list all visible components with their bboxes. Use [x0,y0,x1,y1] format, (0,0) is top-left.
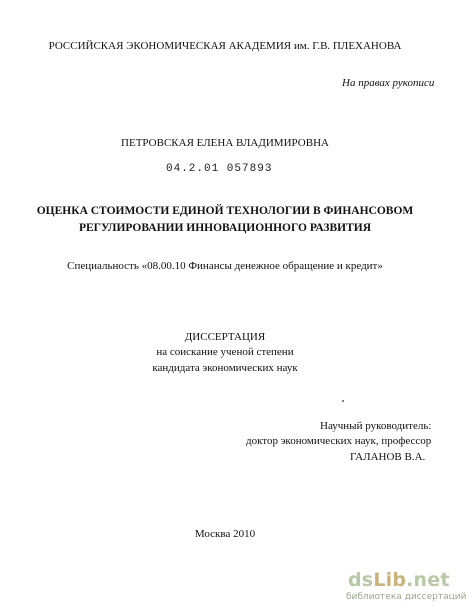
dissertation-title-line-1: ОЦЕНКА СТОИМОСТИ ЕДИНОЙ ТЕХНОЛОГИИ В ФИНАНСОВОМ [36,205,414,217]
degree-name: кандидата экономических наук [152,362,298,374]
logo-part-ds: ds [348,569,374,591]
advisor-degree: доктор экономических наук, профессор [246,435,432,447]
dissertation-heading: ДИССЕРТАЦИЯ [184,331,266,343]
logo-part-net: .net [406,569,450,591]
dissertation-title-line-2: РЕГУЛИРОВАНИИ ИННОВАЦИОННОГО РАЗВИТИЯ [78,222,372,234]
city-year: Москва 2010 [194,528,256,540]
degree-purpose: на соискание ученой степени [156,346,294,358]
advisor-name: ГАЛАНОВ В.А. [350,451,426,463]
dslib-watermark[interactable] [346,568,466,614]
dslib-logo [348,568,450,592]
rights-note: На правах рукописи [342,77,435,89]
logo-part-lib: Lib [373,569,407,591]
author-name: ПЕТРОВСКАЯ ЕЛЕНА ВЛАДИМИРОВНА [121,137,329,149]
academy-name: РОССИЙСКАЯ ЭКОНОМИЧЕСКАЯ АКАДЕМИЯ им. Г.В. ПЛЕХАНОВА [48,40,402,52]
registration-stamp: 04.2.01 057893 [166,163,273,175]
scan-speck [342,400,344,402]
specialty: Специальность «08.00.10 Финансы денежное обращение и кредит» [67,260,383,272]
watermark-tagline: библиотека диссертаций [346,592,466,602]
advisor-label: Научный руководитель: [320,420,432,432]
